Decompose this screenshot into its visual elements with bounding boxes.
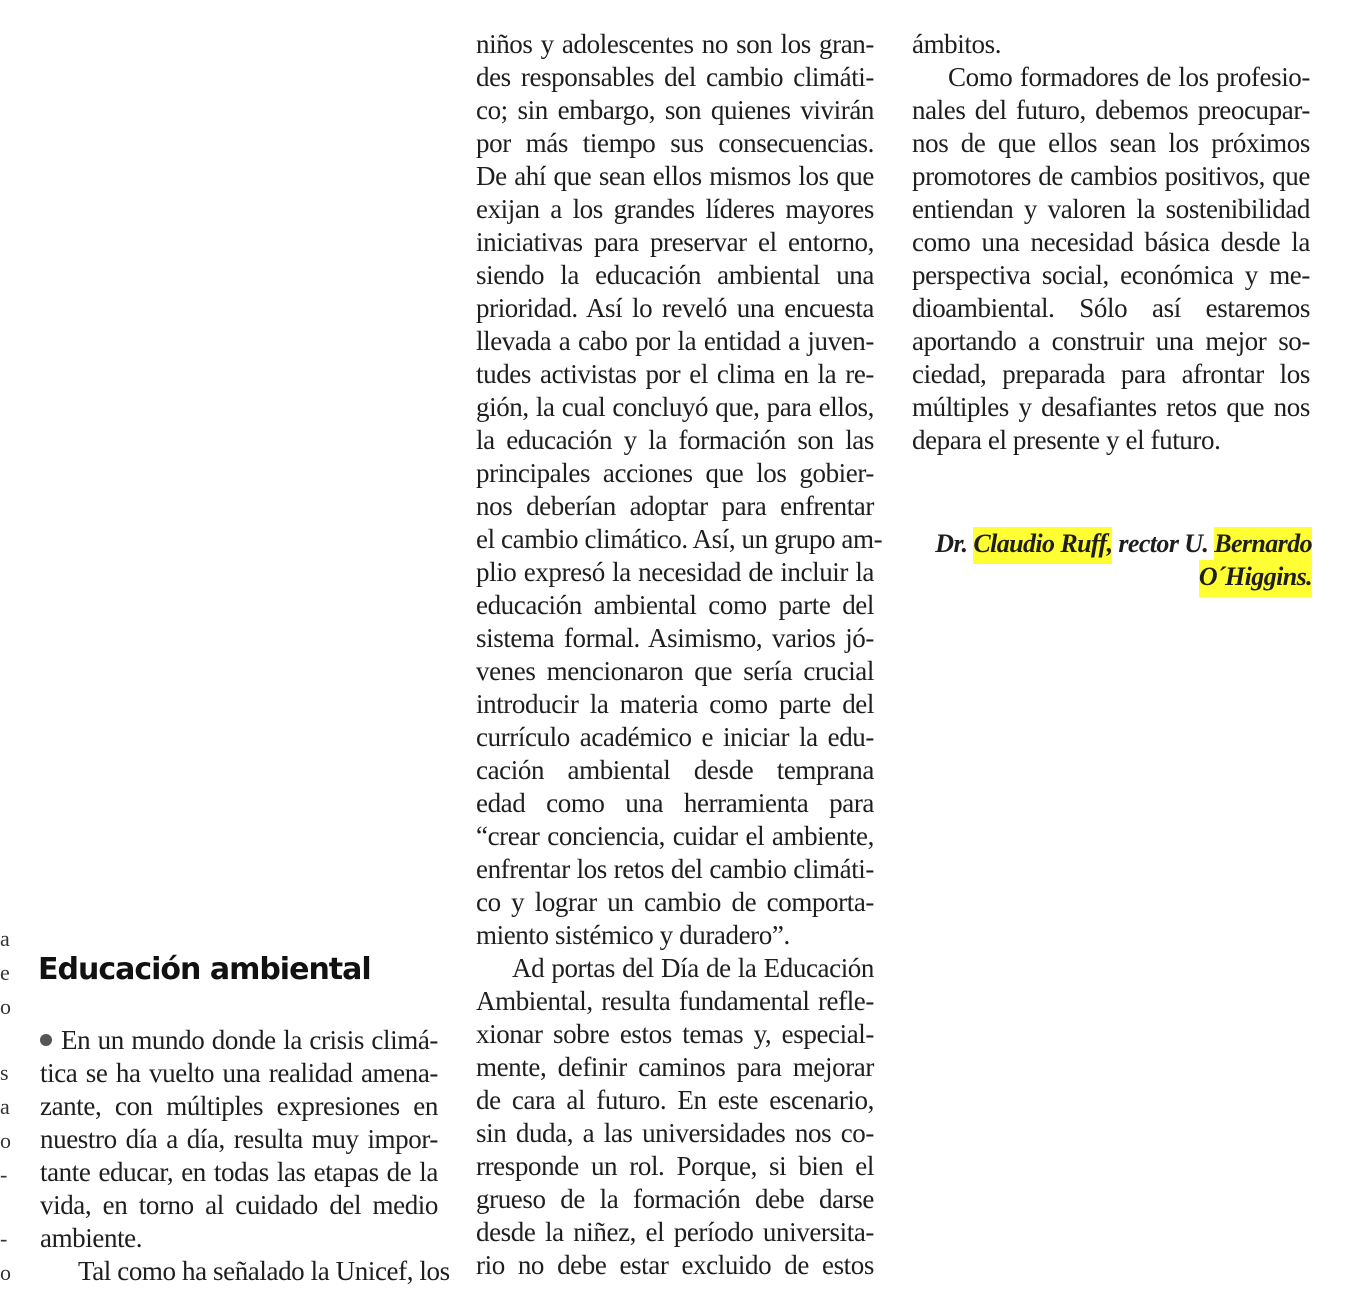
text-line: rresponde un rol. Porque, si bien el (476, 1151, 874, 1181)
text-line: plio expresó la necesidad de incluir la (476, 557, 874, 587)
text-line: vida, en torno al cuidado del medio (40, 1190, 438, 1220)
text-line: de cara al futuro. En este escenario, (476, 1085, 874, 1115)
text-line: niños y adolescentes no son los gran- (476, 29, 874, 59)
text-line: co; sin embargo, son quienes vivirán (476, 95, 874, 125)
text-line: nos deberían adoptar para enfrentar (476, 491, 874, 521)
text-line: sin duda, a las universidades nos co- (476, 1118, 874, 1148)
left-edge-fragment: a (0, 1094, 10, 1119)
text-line: ciedad, preparada para afrontar los (912, 359, 1310, 389)
signature-role: rector U. (1118, 529, 1209, 558)
text-line: Tal como ha señalado la Unicef, los (78, 1256, 450, 1286)
signature-prefix: Dr. (935, 529, 968, 558)
text-line: el cambio climático. Así, un grupo am- (476, 524, 883, 554)
signature-institution: Bernardo (1214, 527, 1312, 564)
text-line: miento sistémico y duradero”. (476, 920, 790, 950)
text-line: por más tiempo sus consecuencias. (476, 128, 874, 158)
text-line: mente, definir caminos para mejorar (476, 1052, 874, 1082)
article-headline: Educación ambiental (38, 952, 371, 987)
text-line: De ahí que sean ellos mismos los que (476, 161, 874, 191)
text-line: venes mencionaron que sería crucial (476, 656, 874, 686)
text-line: rio no debe estar excluido de estos (476, 1250, 874, 1280)
text-line: nuestro día a día, resulta muy impor- (40, 1124, 438, 1154)
signature-institution-continued: O´Higgins. (1199, 560, 1312, 597)
left-edge-fragment: - (0, 1226, 8, 1251)
text-line: Como formadores de los profesio- (948, 62, 1310, 92)
text-line: enfrentar los retos del cambio climáti- (476, 854, 874, 884)
text-line: dioambiental. Sólo así estaremos (912, 293, 1310, 323)
left-edge-fragment: - (0, 1162, 8, 1187)
text-line: tudes activistas por el clima en la re- (476, 359, 874, 389)
text-line: depara el presente y el futuro. (912, 425, 1221, 455)
text-line: currículo académico e iniciar la edu- (476, 722, 874, 752)
text-line: tica se ha vuelto una realidad amena- (40, 1058, 438, 1088)
text-line: edad como una herramienta para (476, 788, 874, 818)
text-line: ámbitos. (912, 29, 1002, 59)
text-line: exijan a los grandes líderes mayores (476, 194, 874, 224)
text-line: desde la niñez, el período universita- (476, 1217, 874, 1247)
signature-author-name: Claudio Ruff, (973, 527, 1112, 564)
text-line: cación ambiental desde temprana (476, 755, 874, 785)
left-edge-fragment: a (0, 926, 10, 951)
text-line: grueso de la formación debe darse (476, 1184, 874, 1214)
text-line: como una necesidad básica desde la (912, 227, 1310, 257)
text-line: Ambiental, resulta fundamental refle- (476, 986, 874, 1016)
author-signature (892, 527, 1312, 560)
text-line: la educación y la formación son las (476, 425, 874, 455)
text-line: iniciativas para preservar el entorno, (476, 227, 874, 257)
text-line: zante, con múltiples expresiones en (40, 1091, 438, 1121)
text-line: siendo la educación ambiental una (476, 260, 874, 290)
author-signature-line-2 (892, 560, 1312, 593)
text-line: prioridad. Así lo reveló una encuesta (476, 293, 874, 323)
left-edge-fragment: e (0, 960, 10, 985)
text-line: principales acciones que los gobier- (476, 458, 874, 488)
text-line: introducir la materia como parte del (476, 689, 874, 719)
text-line: des responsables del cambio climáti- (476, 62, 874, 92)
text-line: entiendan y valoren la sostenibilidad (912, 194, 1310, 224)
text-line: ambiente. (40, 1223, 143, 1253)
text-line: Ad portas del Día de la Educación (512, 953, 874, 983)
text-line: perspectiva social, económica y me- (912, 260, 1310, 290)
text-line: educación ambiental como parte del (476, 590, 874, 620)
text-line: En un mundo donde la crisis climá- (40, 1024, 438, 1057)
text-line: gión, la cual concluyó que, para ellos, (476, 392, 874, 422)
text-line: nales del futuro, debemos preocupar- (912, 95, 1310, 125)
text-line: tante educar, en todas las etapas de la (40, 1157, 438, 1187)
text-line: co y lograr un cambio de comporta- (476, 887, 874, 917)
text-line: nos de que ellos sean los próximos (912, 128, 1310, 158)
left-edge-fragment: s (0, 1060, 9, 1085)
text-line: promotores de cambios positivos, que (912, 161, 1310, 191)
text-line: “crear conciencia, cuidar el ambiente, (476, 821, 874, 851)
text-line: múltiples y desafiantes retos que nos (912, 392, 1310, 422)
left-edge-fragment: o (0, 1128, 11, 1153)
text-line: sistema formal. Asimismo, varios jó- (476, 623, 874, 653)
left-edge-fragment: o (0, 994, 11, 1019)
text-line: xionar sobre estos temas y, especial- (476, 1019, 874, 1049)
text-line: llevada a cabo por la entidad a juven- (476, 326, 874, 356)
text-line: aportando a construir una mejor so- (912, 326, 1310, 356)
left-edge-fragment: o (0, 1260, 11, 1285)
bullet-icon (40, 1034, 52, 1046)
